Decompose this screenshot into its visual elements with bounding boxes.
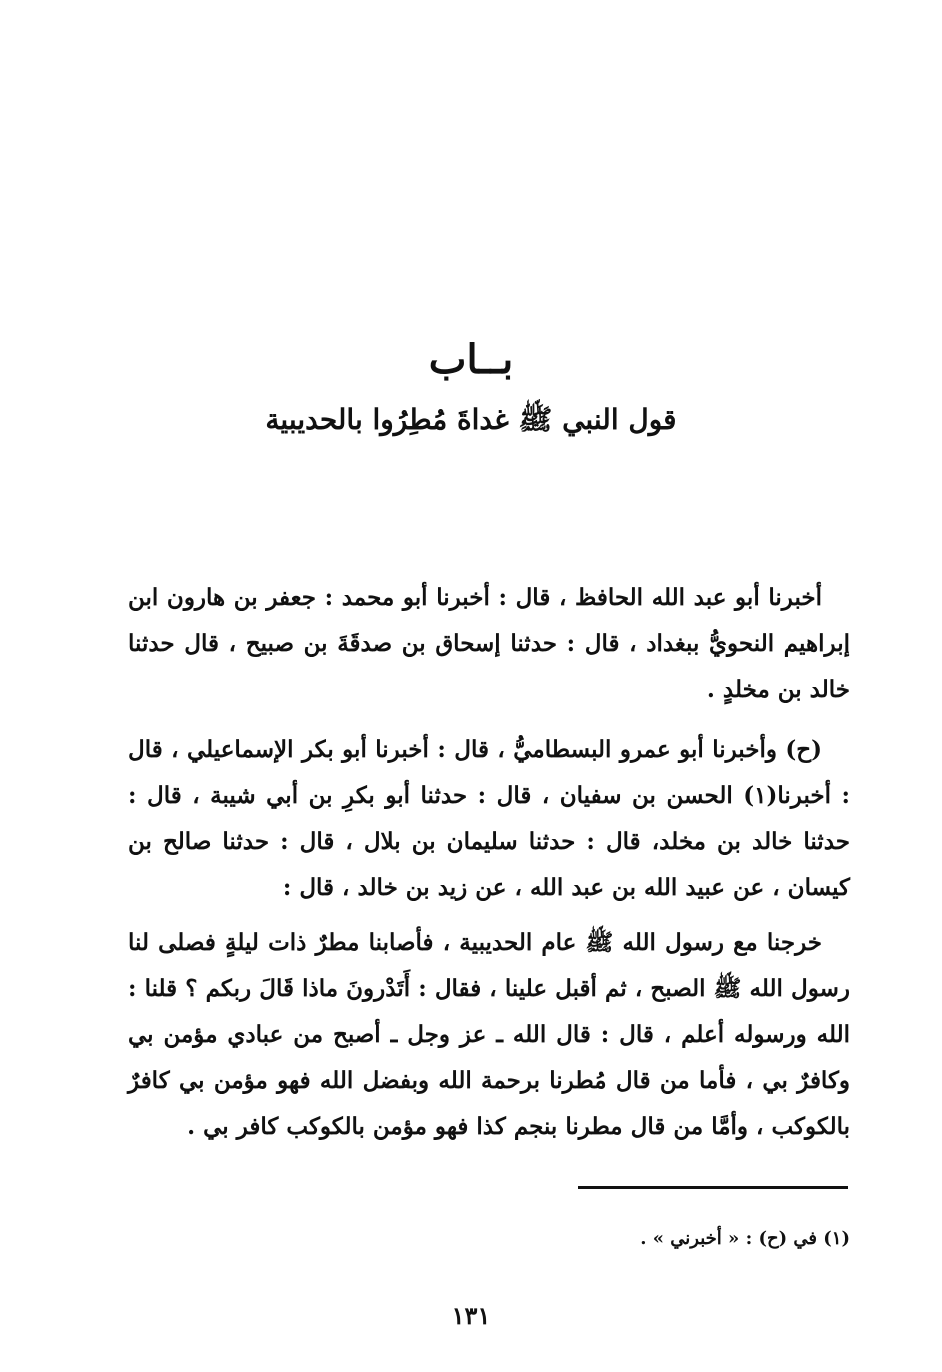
paragraph-1: أخبرنا أبو عبد الله الحافظ ، قال : أخبرنا أبو محمد : جعفر بن هارون ابن إبراهيم النحويُّ ببغداد ، قال : حدثنا إسحاق بن صدقَةَ بن صبيح ، قال حدثنا خالد بن مخلدٍ .: [128, 584, 850, 703]
chapter-heading: بــاب: [428, 336, 514, 383]
paragraph-3: خرجنا مع رسول الله ﷺ عام الحديبية ، فأصابنا مطرٌ ذات ليلةٍ فصلى لنا رسول الله ﷺ الصبح ، ثم أقبل علينا ، فقال : أَتَدْرونَ ماذا قَالَ ربكم ؟ قلنا : الله ورسوله أعلم ، قال : قال الله ـ عز وجل ـ أصبح من عبادي مؤمن بي وكافرٌ بي ، فأما من قال مُطرنا برحمة الله وبفضل الله فهو مؤمن بي كافرٌ بالكوكب ، وأمَّا من قال مطرنا بنجم كذا فهو مؤمن بالكوكب كافر بي .: [128, 929, 850, 1140]
footnote: (١) في (ح) : « أخبرني » .: [640, 1228, 850, 1249]
chapter-title: قول النبي ﷺ غداةَ مُطِرُوا بالحديبية: [265, 403, 677, 436]
page-number: ١٣١: [451, 1301, 491, 1330]
footnote-separator: [578, 1186, 848, 1189]
paragraph-2: (ح) وأخبرنا أبو عمرو البسطاميُّ ، قال : أخبرنا أبو بكر الإسماعيلي ، قال : أخبرنا(١) الحسن بن سفيان ، قال : حدثنا أبو بكرِ بن أبي شيبة ، قال : حدثنا خالد بن مخلد، قال : حدثنا سليمان بن بلال ، قال : حدثنا صالح بن كيسان ، عن عبيد الله بن عبد الله ، عن زيد بن خالد ، قال :: [128, 736, 850, 901]
